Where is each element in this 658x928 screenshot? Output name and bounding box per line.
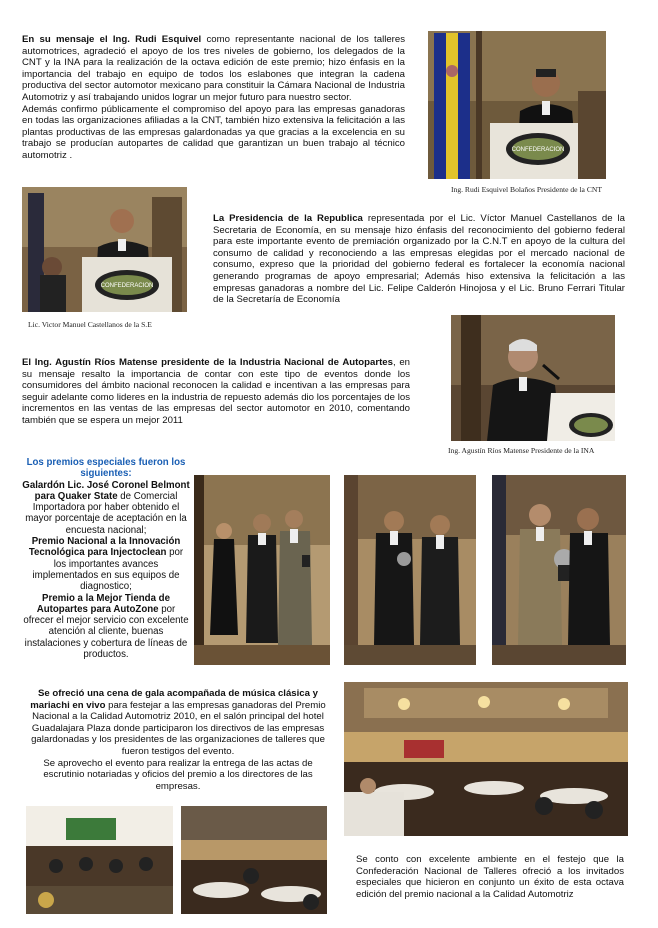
- cena-paragraph2: Se aprovecho el evento para realizar la entrega de las actas de escrutinio notariadas y oficios del premio a los directores de las empresas.: [43, 757, 313, 792]
- rudi-lead: En su mensaje el Ing. Rudi Esquivel: [22, 34, 202, 45]
- photo-rudi-esquivel: [428, 31, 606, 179]
- podium-logo-text: CONFEDERACION: [100, 283, 154, 289]
- section-agustin-text: [22, 357, 410, 427]
- premio-item: [22, 480, 190, 536]
- photo-dinner-guests: [181, 806, 327, 914]
- closing-paragraph: Se conto con excelente ambiente en el festejo que la Confederación Nacional de Talleres ofreció a los invitados especiales que hicieron en conjunto un éxito de esta octava edición del premio nacional a la Calidad Automotriz: [356, 854, 624, 900]
- presidencia-body: representada por el Lic. Víctor Manuel Castellanos de la Secretaria de Economía, en su mensaje hizo énfasis del reconocimiento del gobierno federal para este importante evento de premiación organizado por la C.N.T en apoyo de la cultura del consumo de calidad y reconociendo a las empresas elegidas por el mercado nacional de consumo, expreso que la prioridad del gobierno federal es fortalecer la economía nacional generando programas de apoyo empresarial; Además hiso extensiva la felicitación a las empresas ganadoras a nombre del Lic. Felipe Calderón Hinojosa y el Lic. Bruno Ferrari Titular de la Secretaría de Economía: [213, 213, 625, 306]
- photo-award-autozone: [492, 475, 626, 665]
- rudi-body: como representante nacional de los talleres automotrices, agradeció el apoyo de los tres niveles de gobierno, los delegados de la CNT y la INA para la realización de la octava edición de este premio; hizo énfasis en la importancia del trabajo en equipo de todos los eslabones que integran la cadena productiva del sector automotor mexicano para constituir la Cámara Nacional de Industria Automotriz y así trabajando unidos lograr un mejor futuro para nuestro sector.: [22, 34, 405, 103]
- caption-agustin: Ing. Agustín Ríos Matense Presidente de la INA: [448, 446, 595, 455]
- premio-item-bold: Galardón Lic. José Coronel Belmont para Quaker State: [22, 479, 190, 502]
- agustin-lead: El Ing. Agustín Ríos Matense presidente de la Industria Nacional de Autopartes: [22, 357, 393, 368]
- premio-item-text: por los importantes avances implementados en sus equipos de diagnostico;: [32, 547, 184, 593]
- caption-victor: Lic. Victor Manuel Castellanos de la S.E: [28, 320, 152, 329]
- photo-award-quaker: [194, 475, 330, 665]
- premios-block: [22, 457, 190, 660]
- agustin-body: , en su mensaje resalto la importancia de contar con este tipo de eventos donde los consumidores del ámbito nacional reconocen la calidad e incentivan a las empresas para seguir adelante como lideres en la industria de repuesto además dio los porcentajes de los incrementos en las ventas de las empresas del sector automotor en 2010, comentando también que se espera un mejor 2011: [22, 357, 410, 426]
- cena-lead: Se ofreció una cena de gala acompañada de música clásica y mariachi en vivo: [30, 688, 318, 711]
- presidencia-lead: La Presidencia de la Republica: [213, 213, 363, 224]
- photo-mariachi: [26, 806, 173, 914]
- section-rudi-text: [22, 34, 405, 162]
- closing-text: [356, 854, 624, 900]
- photo-victor-castellanos: [22, 187, 187, 312]
- photo-agustin-rios: [451, 315, 615, 441]
- rudi-paragraph2: Además confirmo públicamente el compromiso del apoyo para las empresas ganadoras en todas las organizaciones afiliadas a la CNT, también hizo extensiva la felicitación a las plantas productivas de las empresas galardonadas ya que gracias a la excelencia en su trabajo se producían autopartes de calidad que garantizan un buen trabajo al técnico automotriz .: [22, 103, 405, 161]
- premio-item: [22, 593, 190, 661]
- photo-award-injectoclean: [344, 475, 476, 665]
- caption-rudi: Ing. Rudi Esquivel Bolaños Presidente de la CNT: [451, 185, 603, 194]
- photo-banquet-hall: [344, 682, 628, 836]
- premios-heading: Los premios especiales fueron los siguientes:: [26, 457, 186, 480]
- premio-item-text: de Comercial Importadora por haber obtenido el mayor porcentaje de aceptación en la encuesta nacional;: [25, 490, 187, 536]
- premio-item-text: por ofrecer el mejor servicio con excelente atención al cliente, buenas instalaciones y cobertura de líneas de productos.: [23, 603, 189, 661]
- cena-body: para festejar a las empresas ganadoras del Premio Nacional a la Calidad Automotriz 2010, en el salón principal del hotel Guadalajara Plaza donde participaron los directivos de las empresas galardonadas y los presidentes de las organizaciones de talleres que fueron testigos del evento.: [31, 699, 326, 757]
- cena-text: [22, 688, 334, 792]
- premio-item-bold: Premio a la Mejor Tienda de Autopartes para AutoZone: [36, 592, 170, 615]
- premio-item: [22, 536, 190, 592]
- premio-item-bold: Premio Nacional a la Innovación Tecnológica para Injectoclean: [28, 536, 181, 559]
- podium-logo-text: CONFEDERACION: [511, 147, 565, 153]
- section-presidencia-text: [213, 213, 625, 306]
